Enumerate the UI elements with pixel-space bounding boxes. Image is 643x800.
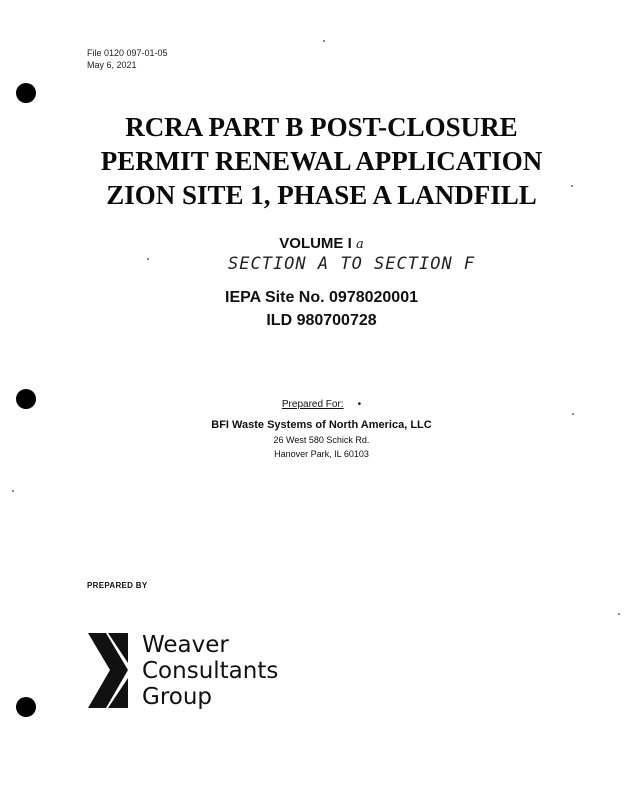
site-identifiers	[0, 286, 643, 332]
weaver-logo-wordmark	[142, 632, 278, 710]
logo-line-1: Weaver	[142, 632, 229, 658]
scan-speck	[12, 490, 14, 492]
file-number: File 0120 097-01-05	[87, 48, 168, 58]
file-header	[87, 47, 168, 71]
weaver-logo-chevron-icon	[88, 633, 130, 708]
prepared-for-block	[0, 398, 643, 461]
document-date: May 6, 2021	[87, 60, 137, 70]
title-line-3: ZION SITE 1, PHASE A LANDFILL	[106, 180, 537, 210]
bullet-dot: •	[357, 399, 362, 410]
scan-dot-line	[0, 354, 643, 355]
volume-heading	[0, 234, 643, 255]
volume-handwritten-suffix: a	[355, 237, 364, 252]
scan-speck	[147, 258, 149, 260]
punch-hole-top	[16, 83, 36, 103]
scan-speck	[618, 613, 620, 615]
scan-speck	[323, 40, 325, 42]
logo-line-3: Group	[142, 684, 213, 710]
iepa-site-number: IEPA Site No. 0978020001	[225, 289, 418, 306]
client-company: BFI Waste Systems of North America, LLC	[211, 419, 432, 431]
document-title	[0, 110, 643, 212]
prepared-by-label: PREPARED BY	[87, 581, 148, 590]
title-line-1: RCRA PART B POST-CLOSURE	[125, 112, 518, 142]
client-address-line-1: 26 West 580 Schick Rd.	[273, 435, 370, 445]
punch-hole-bottom	[16, 697, 36, 717]
logo-line-2: Consultants	[142, 658, 279, 684]
volume-label: VOLUME I	[279, 235, 352, 252]
title-line-2: PERMIT RENEWAL APPLICATION	[100, 146, 543, 176]
prepared-for-label: Prepared For:	[281, 399, 344, 410]
ild-number: ILD 980700728	[266, 312, 377, 329]
handwritten-section-note: SECTION A TO SECTION F	[228, 254, 476, 274]
client-address-line-2: Hanover Park, IL 60103	[274, 449, 369, 459]
